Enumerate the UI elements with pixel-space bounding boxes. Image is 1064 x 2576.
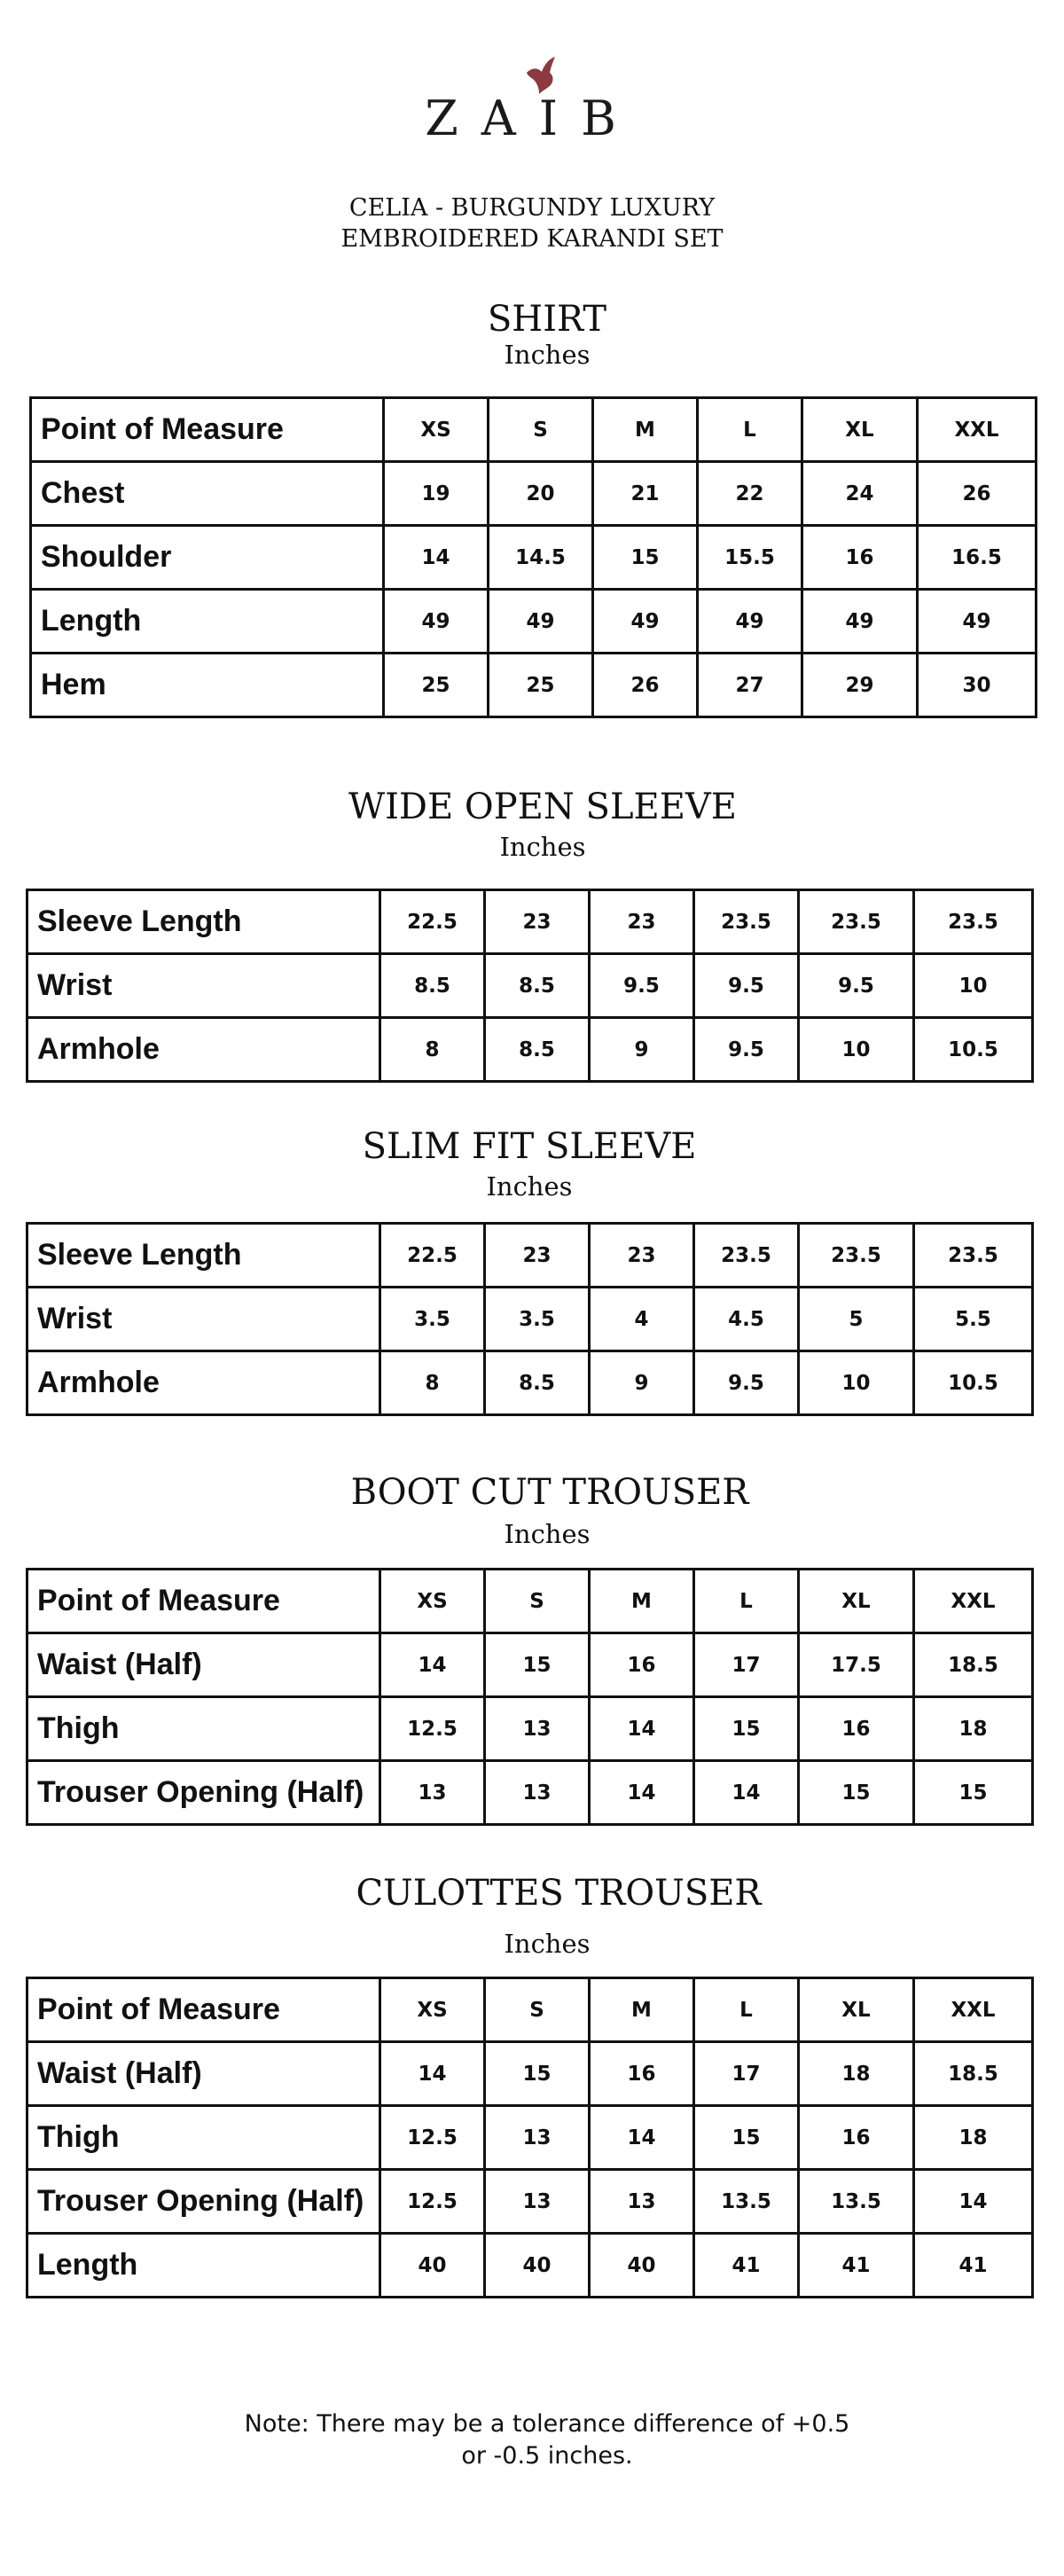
row-label: Trouser Opening (Half) (27, 1761, 380, 1825)
table-cell: 9 (590, 1018, 694, 1082)
table-row (31, 462, 1037, 526)
table-cell: 23.5 (914, 1224, 1033, 1288)
table-cell: 23 (485, 1224, 590, 1288)
table-cell: 9.5 (799, 954, 914, 1018)
table-row (27, 954, 1033, 1018)
section-unit-culottes-trouser: Inches (504, 1929, 591, 1959)
table-cell: 16 (590, 1633, 694, 1697)
table-cell: 14 (590, 1761, 694, 1825)
table-cell: 9.5 (694, 954, 799, 1018)
table-cell: 12.5 (380, 2106, 485, 2170)
table-cell: 13.5 (799, 2170, 914, 2234)
table-row (27, 1633, 1033, 1697)
table-cell: 8.5 (380, 954, 485, 1018)
table-row (27, 2042, 1033, 2106)
table-cell: 8 (380, 1018, 485, 1082)
table-cell: 14 (380, 1633, 485, 1697)
table-cell: 10 (799, 1351, 914, 1415)
table-cell: 22.5 (380, 1224, 485, 1288)
table-cell: 17 (694, 1633, 799, 1697)
table-cell: 8.5 (485, 1018, 590, 1082)
table-cell: 5.5 (914, 1288, 1033, 1351)
table-row (27, 1288, 1033, 1351)
row-label: Chest (31, 462, 384, 526)
table-cell: 18.5 (914, 2042, 1033, 2106)
header-cell: L (694, 1570, 799, 1633)
table-row (27, 2170, 1033, 2234)
table-cell: 14 (384, 526, 489, 590)
table-cell: 9 (590, 1351, 694, 1415)
table-cell: 15 (485, 1633, 590, 1697)
row-label: Armhole (27, 1018, 380, 1082)
row-label: Sleeve Length (27, 890, 380, 954)
table-cell: 22 (698, 462, 802, 526)
table-cell: 5 (799, 1288, 914, 1351)
table-cell: 49 (384, 590, 489, 654)
row-label: Trouser Opening (Half) (27, 2170, 380, 2234)
table-cell: 13 (485, 2106, 590, 2170)
table-cell: 4 (590, 1288, 694, 1351)
header-cell: XXL (914, 1978, 1033, 2042)
tolerance-note (0, 2408, 1064, 2472)
table-cell: 23.5 (694, 890, 799, 954)
table-cell: 25 (489, 654, 593, 717)
table-cell: 16 (802, 526, 918, 590)
header-cell: M (593, 398, 698, 462)
table-row (27, 1224, 1033, 1288)
table-cell: 41 (914, 2234, 1033, 2298)
culottes-trouser-table (26, 1977, 1034, 2298)
table-cell: 14 (694, 1761, 799, 1825)
table-cell: 16 (799, 1697, 914, 1761)
tolerance-note-line: or -0.5 inches. (461, 2442, 633, 2470)
table-cell: 23 (590, 890, 694, 954)
table-cell: 13 (485, 1697, 590, 1761)
section-unit-shirt: Inches (504, 340, 591, 370)
header-cell: XXL (918, 398, 1037, 462)
table-cell: 49 (489, 590, 593, 654)
shirt-table (29, 396, 1037, 718)
row-label: Shoulder (31, 526, 384, 590)
table-row (27, 2106, 1033, 2170)
row-label: Sleeve Length (27, 1224, 380, 1288)
section-unit-wide-open-sleeve: Inches (499, 832, 586, 862)
table-cell: 4.5 (694, 1288, 799, 1351)
header-cell: S (485, 1978, 590, 2042)
table-cell: 40 (485, 2234, 590, 2298)
table-cell: 8.5 (485, 1351, 590, 1415)
table-cell: 9.5 (590, 954, 694, 1018)
table-cell: 10 (914, 954, 1033, 1018)
table-cell: 14 (380, 2042, 485, 2106)
product-title (0, 192, 1064, 254)
section-unit-slim-fit-sleeve: Inches (486, 1171, 573, 1202)
table-cell: 15 (914, 1761, 1033, 1825)
table-header-row (27, 1570, 1033, 1633)
table-cell: 41 (694, 2234, 799, 2298)
table-cell: 23.5 (799, 890, 914, 954)
table-cell: 13 (485, 1761, 590, 1825)
header-cell: L (698, 398, 802, 462)
table-header-row (27, 1978, 1033, 2042)
table-row (31, 526, 1037, 590)
row-label: Thigh (27, 2106, 380, 2170)
product-title-line: EMBROIDERED KARANDI SET (340, 225, 724, 253)
header-cell: S (489, 398, 593, 462)
row-label: Waist (Half) (27, 2042, 380, 2106)
table-cell: 49 (698, 590, 802, 654)
section-title-culottes-trouser: CULOTTES TROUSER (356, 1873, 762, 1914)
table-cell: 14 (590, 1697, 694, 1761)
table-cell: 41 (799, 2234, 914, 2298)
section-title-wide-open-sleeve: WIDE OPEN SLEEVE (348, 787, 737, 827)
slim-fit-sleeve-table (26, 1222, 1034, 1416)
tolerance-note-line: Note: There may be a tolerance difference of +0.5 (244, 2410, 850, 2438)
table-cell: 27 (698, 654, 802, 717)
table-cell: 29 (802, 654, 918, 717)
table-row (31, 654, 1037, 717)
table-cell: 18 (799, 2042, 914, 2106)
header-cell: Point of Measure (31, 398, 384, 462)
table-cell: 15.5 (698, 526, 802, 590)
table-row (27, 1697, 1033, 1761)
table-cell: 12.5 (380, 2170, 485, 2234)
table-cell: 8 (380, 1351, 485, 1415)
header-cell: L (694, 1978, 799, 2042)
table-cell: 15 (694, 1697, 799, 1761)
row-label: Length (27, 2234, 380, 2298)
table-row (27, 1351, 1033, 1415)
row-label: Thigh (27, 1697, 380, 1761)
table-cell: 24 (802, 462, 918, 526)
row-label: Armhole (27, 1351, 380, 1415)
table-cell: 3.5 (485, 1288, 590, 1351)
row-label: Wrist (27, 1288, 380, 1351)
header-cell: XXL (914, 1570, 1033, 1633)
table-cell: 13 (485, 2170, 590, 2234)
table-cell: 9.5 (694, 1018, 799, 1082)
header-cell: XS (380, 1978, 485, 2042)
row-label: Hem (31, 654, 384, 717)
table-cell: 15 (485, 2042, 590, 2106)
table-cell: 15 (593, 526, 698, 590)
row-label: Waist (Half) (27, 1633, 380, 1697)
header-cell: XS (384, 398, 489, 462)
table-cell: 8.5 (485, 954, 590, 1018)
table-cell: 49 (918, 590, 1037, 654)
table-cell: 22.5 (380, 890, 485, 954)
table-cell: 26 (593, 654, 698, 717)
table-cell: 10.5 (914, 1351, 1033, 1415)
table-cell: 26 (918, 462, 1037, 526)
header-cell: XL (802, 398, 918, 462)
header-cell: XL (799, 1978, 914, 2042)
table-cell: 18 (914, 1697, 1033, 1761)
header-cell: XS (380, 1570, 485, 1633)
table-cell: 14.5 (489, 526, 593, 590)
table-cell: 19 (384, 462, 489, 526)
table-cell: 49 (593, 590, 698, 654)
table-cell: 30 (918, 654, 1037, 717)
table-cell: 10 (799, 1018, 914, 1082)
table-row (27, 1761, 1033, 1825)
table-cell: 23.5 (694, 1224, 799, 1288)
table-cell: 17.5 (799, 1633, 914, 1697)
table-cell: 13 (590, 2170, 694, 2234)
header-cell: M (590, 1978, 694, 2042)
table-cell: 23.5 (914, 890, 1033, 954)
table-cell: 16 (590, 2042, 694, 2106)
table-cell: 21 (593, 462, 698, 526)
table-cell: 18.5 (914, 1633, 1033, 1697)
table-cell: 23 (590, 1224, 694, 1288)
table-cell: 15 (799, 1761, 914, 1825)
table-row (31, 590, 1037, 654)
table-row (27, 2234, 1033, 2298)
table-cell: 18 (914, 2106, 1033, 2170)
table-cell: 10.5 (914, 1018, 1033, 1082)
table-cell: 25 (384, 654, 489, 717)
header-cell: Point of Measure (27, 1570, 380, 1633)
table-cell: 20 (489, 462, 593, 526)
header-cell: XL (799, 1570, 914, 1633)
table-cell: 23 (485, 890, 590, 954)
table-cell: 23.5 (799, 1224, 914, 1288)
table-cell: 9.5 (694, 1351, 799, 1415)
section-title-slim-fit-sleeve: SLIM FIT SLEEVE (362, 1126, 697, 1167)
table-header-row (31, 398, 1037, 462)
table-cell: 40 (590, 2234, 694, 2298)
table-cell: 16 (799, 2106, 914, 2170)
header-cell: S (485, 1570, 590, 1633)
row-label: Wrist (27, 954, 380, 1018)
section-title-shirt: SHIRT (487, 299, 607, 340)
table-cell: 15 (694, 2106, 799, 2170)
table-cell: 13.5 (694, 2170, 799, 2234)
table-cell: 14 (914, 2170, 1033, 2234)
row-label: Length (31, 590, 384, 654)
wide-open-sleeve-table (26, 889, 1034, 1083)
table-cell: 40 (380, 2234, 485, 2298)
table-row (27, 1018, 1033, 1082)
header-cell: Point of Measure (27, 1978, 380, 2042)
boot-cut-trouser-table (26, 1568, 1034, 1826)
table-row (27, 890, 1033, 954)
table-cell: 17 (694, 2042, 799, 2106)
header-cell: M (590, 1570, 694, 1633)
section-title-boot-cut-trouser: BOOT CUT TROUSER (350, 1472, 749, 1513)
brand-name: ZAIB (425, 90, 639, 146)
brand-logo (0, 55, 1064, 153)
table-cell: 12.5 (380, 1697, 485, 1761)
table-cell: 49 (802, 590, 918, 654)
table-cell: 16.5 (918, 526, 1037, 590)
table-cell: 3.5 (380, 1288, 485, 1351)
product-title-line: CELIA - BURGUNDY LUXURY (348, 194, 716, 222)
section-unit-boot-cut-trouser: Inches (504, 1519, 591, 1549)
table-cell: 13 (380, 1761, 485, 1825)
table-cell: 14 (590, 2106, 694, 2170)
